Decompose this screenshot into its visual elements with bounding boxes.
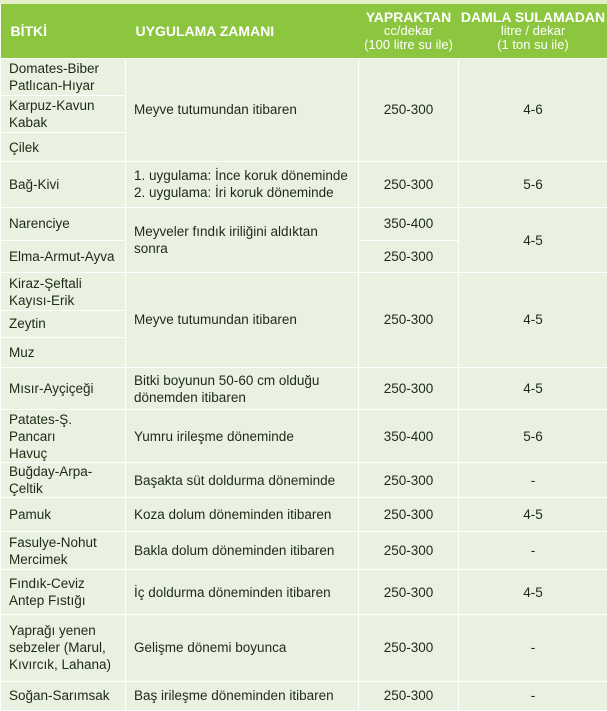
crop-name: Fındık-Ceviz	[9, 576, 85, 592]
drip-dose-cell: -	[459, 614, 607, 681]
table-row	[1, 681, 607, 710]
crop-name: Fasulye-Nohut	[9, 534, 97, 550]
timing-cell: Koza dolum döneminden itibaren	[126, 498, 359, 531]
drip-dose-cell: -	[459, 463, 607, 498]
crop-cell: Zeytin	[1, 311, 126, 337]
table-row	[1, 498, 607, 531]
table-row	[1, 367, 607, 409]
table-row	[1, 410, 607, 463]
crop-name: Patlıcan-Hıyar	[9, 77, 95, 93]
timing-cell: Meyve tutumundan itibaren	[126, 272, 359, 367]
header-damla	[459, 4, 607, 58]
crop-name: Patates-Ş. Pancarı	[9, 411, 73, 444]
crop-name: Kıvırcık, Lahana)	[9, 657, 112, 673]
foliar-dose-cell: 250-300	[359, 498, 459, 531]
table-row	[1, 614, 607, 681]
table-row	[1, 272, 607, 310]
crop-cell	[1, 58, 126, 95]
table-row	[1, 58, 607, 95]
crop-cell: Elma-Armut-Ayva	[1, 240, 126, 272]
header-damla-unit: litre / dekar	[500, 22, 566, 38]
crop-cell	[1, 570, 126, 615]
table-row	[1, 463, 607, 498]
foliar-dose-cell: 350-400	[359, 208, 459, 240]
timing-cell: Bakla dolum döneminden itibaren	[126, 531, 359, 569]
timing-cell: İç doldurma döneminden itibaren	[126, 570, 359, 615]
crop-name: Kayısı-Erik	[9, 292, 75, 308]
header-damla-note: (1 ton su ile)	[497, 36, 569, 52]
table-row	[1, 531, 607, 569]
foliar-dose-cell: 250-300	[359, 463, 459, 498]
foliar-dose-cell: 250-300	[359, 367, 459, 409]
foliar-dose-cell: 250-300	[359, 531, 459, 569]
crop-name: Havuç	[9, 445, 48, 461]
header-yapraktan-note: (100 litre su ile)	[364, 36, 453, 52]
header-yapraktan	[359, 4, 459, 58]
crop-name: Antep Fıstığı	[9, 593, 86, 609]
crop-cell	[1, 272, 126, 310]
foliar-dose-cell: 250-300	[359, 58, 459, 161]
timing-cell: Başakta süt doldurma döneminde	[126, 463, 359, 498]
foliar-dose-cell: 250-300	[359, 681, 459, 710]
table-row	[1, 161, 607, 208]
timing-text: dönemden itibaren	[134, 389, 246, 405]
crop-cell: Pamuk	[1, 498, 126, 531]
timing-cell	[126, 161, 359, 208]
crop-name: Karpuz-Kavun	[9, 98, 95, 114]
timing-cell: Meyve tutumundan itibaren	[126, 58, 359, 161]
timing-cell	[126, 367, 359, 409]
crop-cell: Muz	[1, 337, 126, 367]
timing-text: 1. uygulama: İnce koruk döneminde	[134, 168, 348, 184]
crop-cell: Mısır-Ayçiçeği	[1, 367, 126, 409]
crop-cell: Narenciye	[1, 208, 126, 240]
foliar-dose-cell: 350-400	[359, 410, 459, 463]
drip-dose-cell: -	[459, 681, 607, 710]
crop-cell	[1, 531, 126, 569]
drip-dose-cell: -	[459, 531, 607, 569]
timing-cell: Baş irileşme döneminden itibaren	[126, 681, 359, 710]
header-bitki: BİTKİ	[1, 4, 126, 58]
crop-cell: Bağ-Kivi	[1, 161, 126, 208]
drip-dose-cell: 5-6	[459, 161, 607, 208]
drip-dose-cell: 4-5	[459, 570, 607, 615]
header-yapraktan-unit: cc/dekar	[383, 22, 434, 38]
drip-dose-cell: 4-6	[459, 58, 607, 161]
foliar-dose-cell: 250-300	[359, 272, 459, 367]
crop-cell	[1, 614, 126, 681]
crop-name: Yaprağı yenen	[9, 623, 96, 639]
timing-cell: Yumru irileşme döneminde	[126, 410, 359, 463]
crop-cell	[1, 410, 126, 463]
drip-dose-cell: 4-5	[459, 367, 607, 409]
timing-cell: Gelişme dönemi boyunca	[126, 614, 359, 681]
header-damla-title: DAMLA SULAMADAN	[460, 8, 606, 25]
crop-name: Kabak	[9, 115, 48, 131]
foliar-dose-cell: 250-300	[359, 614, 459, 681]
drip-dose-cell: 5-6	[459, 410, 607, 463]
drip-dose-cell: 4-5	[459, 498, 607, 531]
crop-name: Domates-Biber	[9, 60, 100, 76]
crop-cell: Buğday-Arpa-Çeltik	[1, 463, 126, 498]
crop-cell: Soğan-Sarımsak	[1, 681, 126, 710]
header-yapraktan-title: YAPRAKTAN	[365, 8, 452, 25]
crop-name: sebzeler (Marul,	[9, 640, 106, 656]
timing-text: 2. uygulama: İri koruk döneminde	[134, 185, 334, 201]
drip-dose-cell: 4-5	[459, 208, 607, 273]
foliar-dose-cell: 250-300	[359, 240, 459, 272]
timing-text: Bitki boyunun 50-60 cm olduğu	[134, 372, 320, 388]
drip-dose-cell: 4-5	[459, 272, 607, 367]
crop-name: Kiraz-Şeftali	[9, 275, 82, 291]
crop-cell	[1, 95, 126, 132]
foliar-dose-cell: 250-300	[359, 161, 459, 208]
foliar-dose-cell: 250-300	[359, 570, 459, 615]
header-uygulama-zamani: UYGULAMA ZAMANI	[126, 4, 359, 58]
header-row	[1, 4, 607, 58]
application-table	[0, 4, 607, 711]
crop-cell: Çilek	[1, 133, 126, 161]
table-row	[1, 570, 607, 615]
table-row	[1, 208, 607, 240]
crop-name: Mercimek	[9, 551, 68, 567]
timing-cell: Meyveler fındık iriliğini aldıktan sonra	[126, 208, 359, 273]
